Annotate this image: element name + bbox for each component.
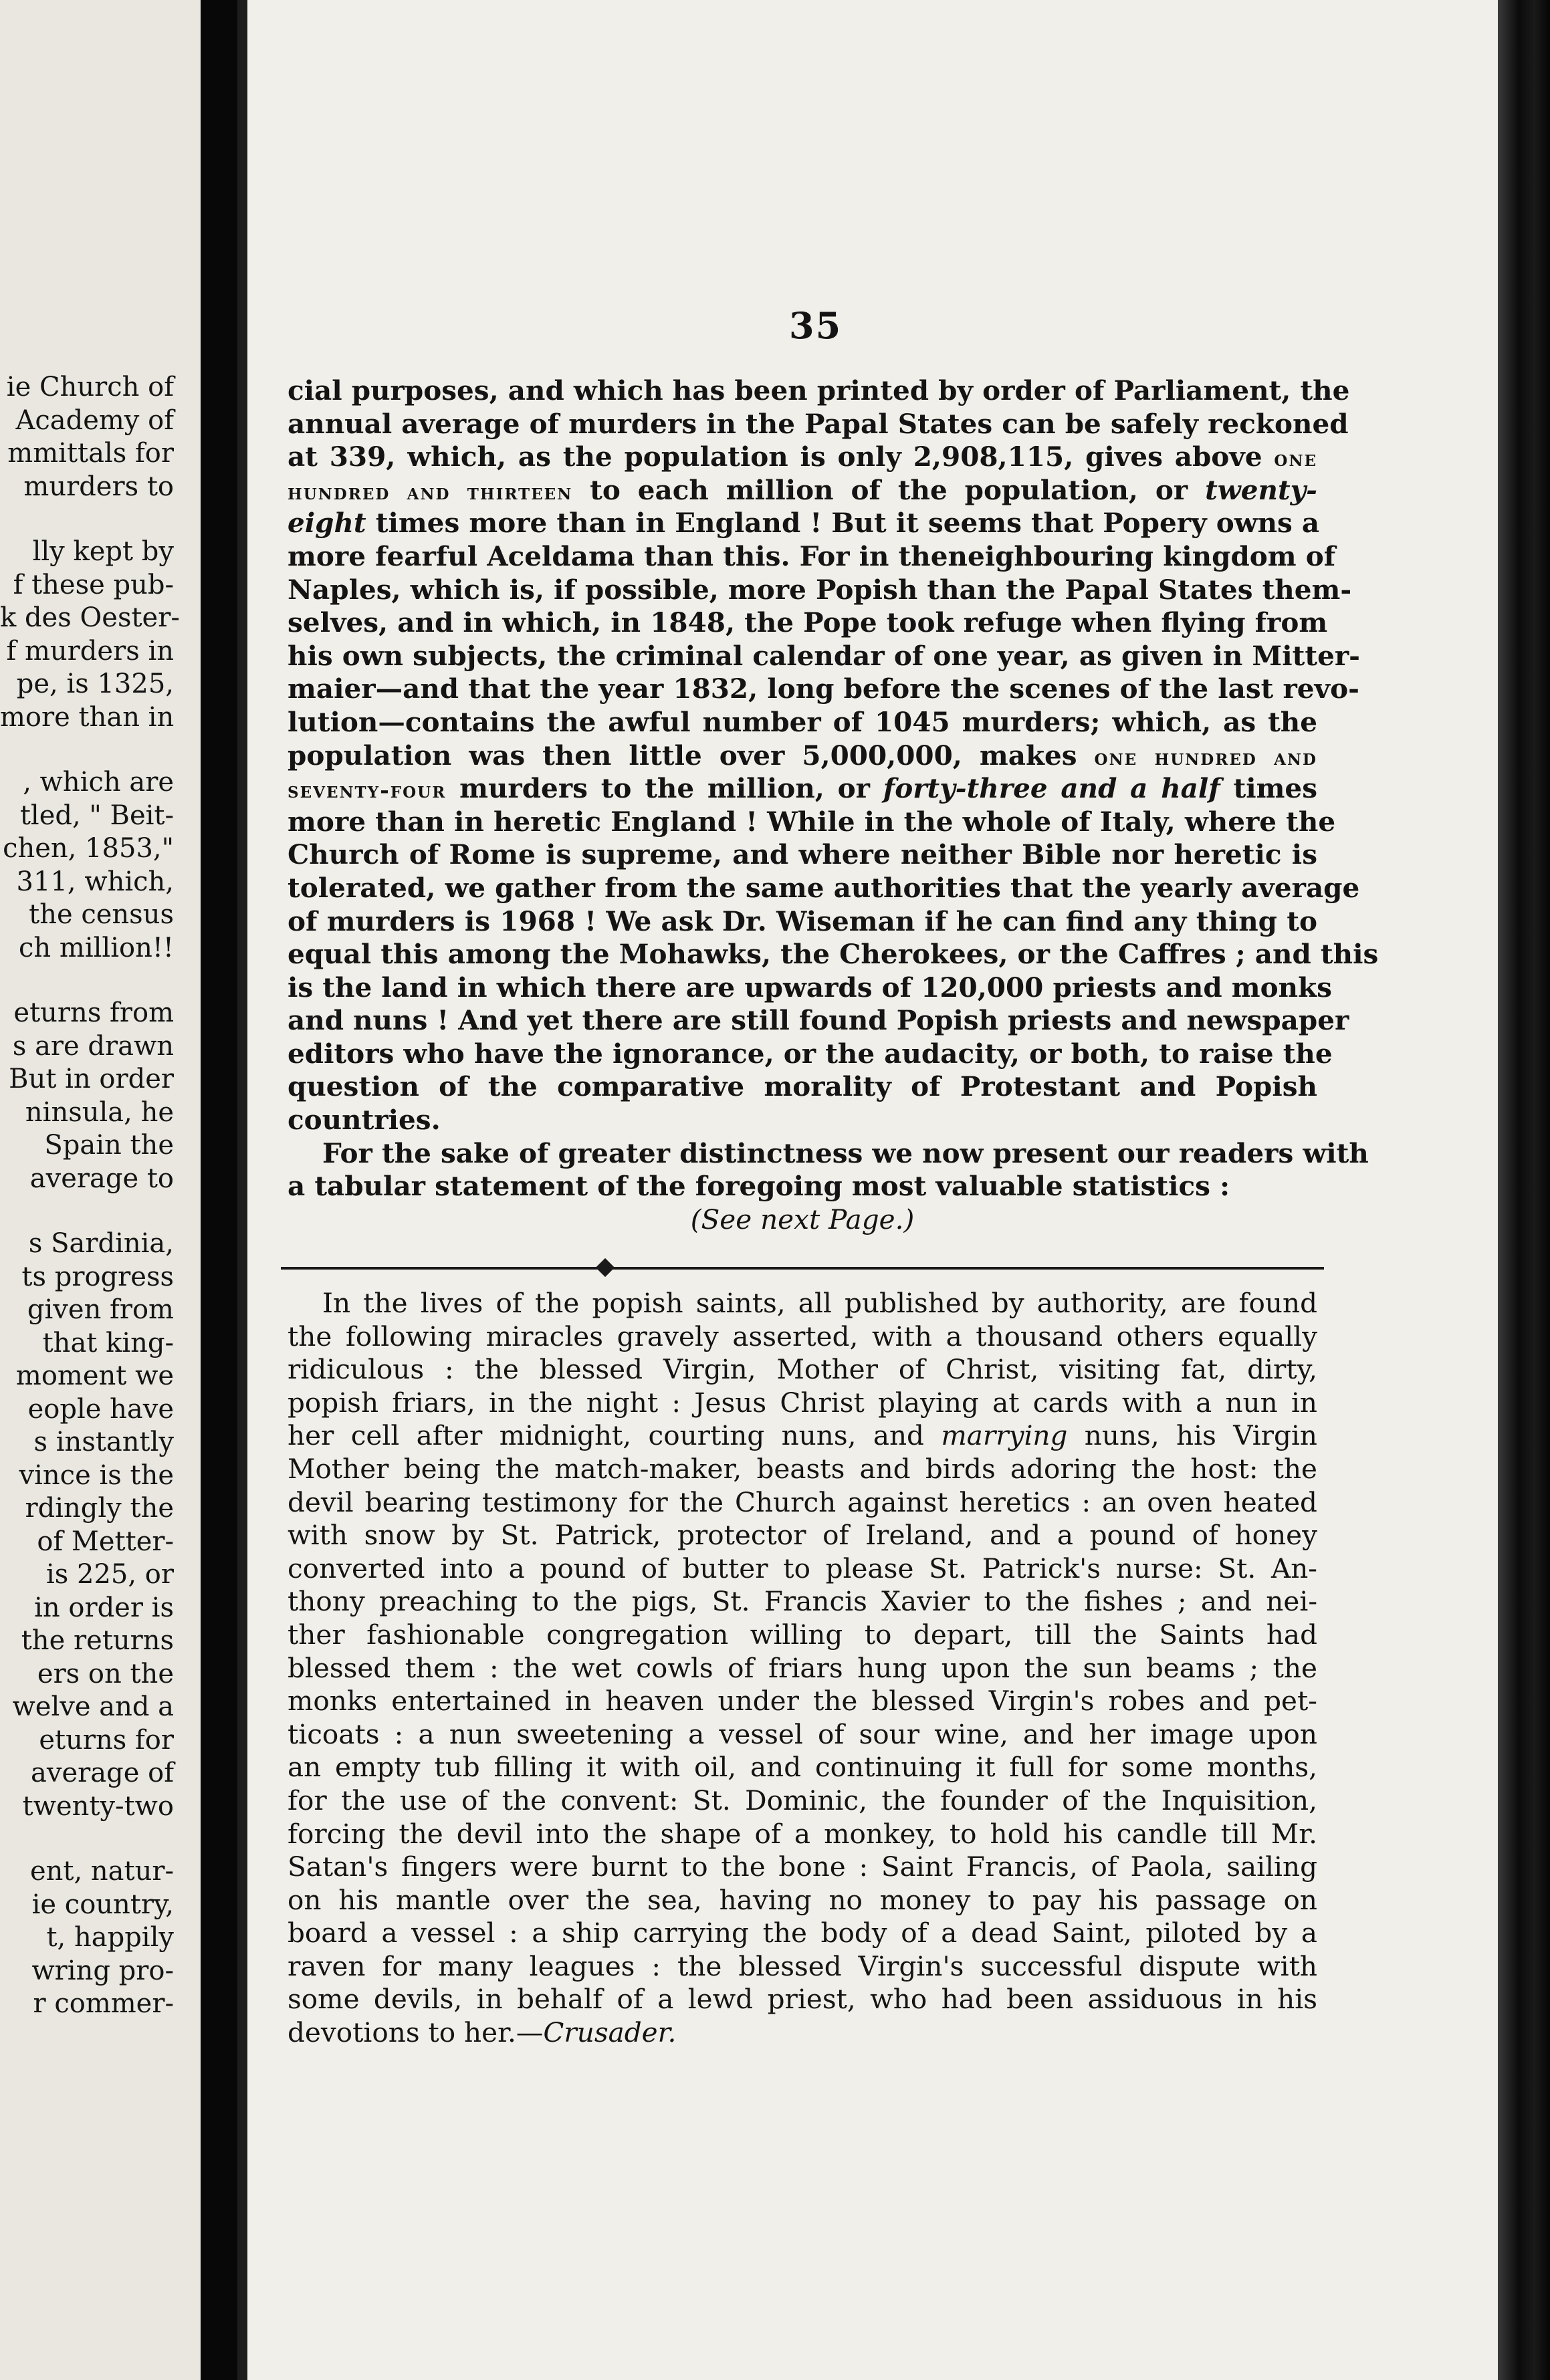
previous-page-line: given from	[27, 1294, 174, 1325]
previous-page-line: in order is	[34, 1592, 174, 1623]
text-line: board a vessel : a ship carrying the body of a dead Saint, piloted by a	[288, 1917, 1317, 1949]
text-line: ticoats : a nun sweetening a vessel of sour wine, and her image upon	[288, 1717, 1317, 1750]
text-line: countries.	[288, 1104, 441, 1137]
text-line: an empty tub filling it with oil, and continuing it full for some months,	[288, 1751, 1317, 1784]
page-edge	[1498, 0, 1550, 2380]
text-line: and nuns ! And yet there are still found Popish priests and newspaper	[288, 1004, 1349, 1037]
previous-page-line: of Metter-	[37, 1526, 174, 1557]
text-line: with snow by St. Patrick, protector of Ireland, and a pound of honey	[288, 1519, 1317, 1552]
previous-page-text	[0, 371, 201, 2021]
previous-page-line: vince is the	[19, 1459, 174, 1491]
previous-page-line: murders to	[23, 471, 174, 502]
text-line: is the land in which there are upwards of 120,000 priests and monks	[288, 971, 1332, 1003]
text-line: forcing the devil into the shape of a monkey, to hold his candle till Mr.	[288, 1817, 1317, 1850]
text-line: thony preaching to the pigs, St. Francis Xavier to the fishes ; and nei-	[288, 1585, 1317, 1618]
text-line: raven for many leagues : the blessed Virgin's successful dispute with	[288, 1949, 1317, 1982]
text-line: devotions to her.—Crusader.	[288, 2016, 677, 2049]
gutter-edge	[237, 0, 247, 2380]
page-number: 35	[789, 304, 843, 347]
text-line: editors who have the ignorance, or the audacity, or both, to raise the	[288, 1037, 1333, 1070]
text-line: Mother being the match-maker, beasts and birds adoring the host: the	[288, 1452, 1317, 1485]
previous-page-line: f these pub-	[13, 569, 174, 600]
paragraph-gap	[0, 1195, 201, 1227]
previous-page-line: rdingly the	[25, 1493, 174, 1524]
text-line: blessed them : the wet cowls of friars hung upon the sun beams ; the	[288, 1651, 1317, 1684]
previous-page-line: average to	[29, 1163, 174, 1194]
text-line: his own subjects, the criminal calendar of one year, as given in Mitter-	[288, 639, 1360, 672]
paragraph-gap	[0, 503, 201, 536]
text-line: popish friars, in the night : Jesus Christ playing at cards with a nun in	[288, 1386, 1317, 1419]
previous-page-line: eople have	[27, 1393, 174, 1425]
text-line: equal this among the Mohawks, the Cherokees, or the Caffres ; and this	[288, 938, 1379, 971]
text-line: Satan's fingers were burnt to the bone : Saint Francis, of Paola, sailing	[288, 1851, 1317, 1883]
previous-page-line: ninsula, he	[25, 1096, 174, 1128]
previous-page-line: that king-	[42, 1327, 174, 1358]
previous-page-line: ers on the	[37, 1658, 174, 1689]
text-line: some devils, in behalf of a lewd priest, who had been assiduous in his	[288, 1983, 1317, 2016]
text-line: For the sake of greater distinctness we now present our readers with	[322, 1137, 1369, 1169]
text-line: question of the comparative morality of Protestant and Popish	[288, 1070, 1317, 1103]
text-line: devil bearing testimony for the Church against heretics : an oven heated	[288, 1485, 1317, 1518]
text-line: a tabular statement of the foregoing most valuable statistics :	[288, 1170, 1230, 1203]
text-line: lution—contains the awful number of 1045 murders; which, as the	[288, 705, 1317, 738]
text-line: of murders is 1968 ! We ask Dr. Wiseman if he can find any thing to	[288, 905, 1317, 937]
previous-page-line: r commer-	[33, 1988, 174, 2019]
previous-page-line: Spain the	[44, 1130, 174, 1161]
previous-page-line: more than in	[0, 701, 175, 733]
text-line: on his mantle over the sea, having no money to pay his passage on	[288, 1883, 1317, 1916]
previous-page-line: But in order	[9, 1064, 174, 1094]
previous-page-line: moment we	[15, 1360, 174, 1391]
paragraph-murder-statistics	[288, 374, 1379, 1236]
text-line: for the use of the convent: St. Dominic, the founder of the Inquisition,	[288, 1784, 1317, 1816]
previous-page-line: ie country,	[31, 1889, 174, 1920]
text-line: tolerated, we gather from the same authorities that the yearly average	[288, 871, 1360, 904]
previous-page-line: is 225, or	[45, 1559, 174, 1590]
text-line: the following miracles gravely asserted, with a thousand others equally	[288, 1320, 1317, 1352]
previous-page-line: mmittals for	[7, 438, 174, 469]
text-line: seventy-four murders to the million, or forty-three and a half times	[288, 772, 1317, 805]
previous-page-line: ts progress	[21, 1261, 174, 1292]
text-line: converted into a pound of butter to please St. Patrick's nurse: St. An-	[288, 1552, 1317, 1584]
text-line: annual average of murders in the Papal States can be safely reckoned	[288, 407, 1349, 440]
previous-page-line: twenty-two	[22, 1790, 174, 1822]
text-line: In the lives of the popish saints, all published by authority, are found	[322, 1287, 1317, 1319]
text-line: cial purposes, and which has been printed by order of Parliament, the	[288, 374, 1350, 406]
section-divider	[281, 1267, 1324, 1270]
text-line: more than in heretic England ! While in the whole of Italy, where the	[288, 805, 1336, 838]
text-line: Naples, which is, if possible, more Popish than the Papal States them-	[288, 573, 1352, 606]
previous-page-line: eturns for	[39, 1724, 174, 1756]
text-line: maier—and that the year 1832, long before the scenes of the last revo-	[288, 673, 1359, 705]
previous-page-line: pe, is 1325,	[16, 669, 174, 699]
text-line: hundred and thirteen to each million of the population, or twenty-	[288, 473, 1317, 506]
text-line: eight times more than in England ! But it seems that Popery owns a	[288, 507, 1320, 540]
see-next-page-note: (See next Page.)	[690, 1203, 915, 1235]
previous-page-line: the returns	[21, 1625, 174, 1656]
text-line: Church of Rome is supreme, and where neither Bible nor heretic is	[288, 838, 1317, 871]
paragraph-popish-miracles	[288, 1287, 1317, 2050]
previous-page-line: average of	[31, 1758, 174, 1788]
previous-page-line: 311, which,	[16, 866, 174, 897]
previous-page-line: Academy of	[15, 404, 174, 436]
previous-page-line: ch million!!	[19, 932, 174, 963]
previous-page-line: ent, natur-	[29, 1856, 174, 1887]
text-line: monks entertained in heaven under the blessed Virgin's robes and pet-	[288, 1685, 1317, 1717]
previous-page-line: f murders in	[6, 635, 174, 667]
text-line: selves, and in which, in 1848, the Pope took refuge when flying from	[288, 606, 1328, 639]
previous-page-line: chen, 1853,"	[3, 833, 174, 864]
paragraph-gap	[0, 1823, 201, 1855]
paragraph-gap	[0, 734, 201, 766]
text-line: more fearful Aceldama than this. For in theneighbouring kingdom of	[288, 540, 1336, 572]
text-line: population was then little over 5,000,000, makes one hundred and	[288, 739, 1317, 771]
previous-page-line: k des Oester-	[0, 602, 180, 633]
previous-page-line: t, happily	[46, 1922, 174, 1953]
text-line: ridiculous : the blessed Virgin, Mother of Christ, visiting fat, dirty,	[288, 1353, 1317, 1386]
previous-page-line: ie Church of	[6, 372, 174, 402]
previous-page-line: eturns from	[13, 997, 174, 1028]
paragraph-gap	[0, 965, 201, 997]
previous-page-line: lly kept by	[32, 536, 174, 567]
previous-page-line: welve and a	[12, 1691, 174, 1722]
previous-page-line: , which are	[23, 767, 174, 798]
previous-page-line: the census	[29, 899, 174, 930]
previous-page-line: tled, " Beit-	[19, 800, 174, 831]
previous-page-line: wring pro-	[31, 1955, 174, 1986]
previous-page-line: s are drawn	[12, 1030, 174, 1062]
previous-page-line: s instantly	[33, 1427, 174, 1457]
previous-page	[0, 0, 201, 2380]
text-line: her cell after midnight, courting nuns, and marrying nuns, his Virgin	[288, 1419, 1318, 1452]
text-line: ther fashionable congregation willing to depart, till the Saints had	[288, 1618, 1317, 1651]
text-line: at 339, which, as the population is only 2,908,115, gives above one	[288, 441, 1317, 473]
previous-page-line: s Sardinia,	[28, 1228, 174, 1259]
